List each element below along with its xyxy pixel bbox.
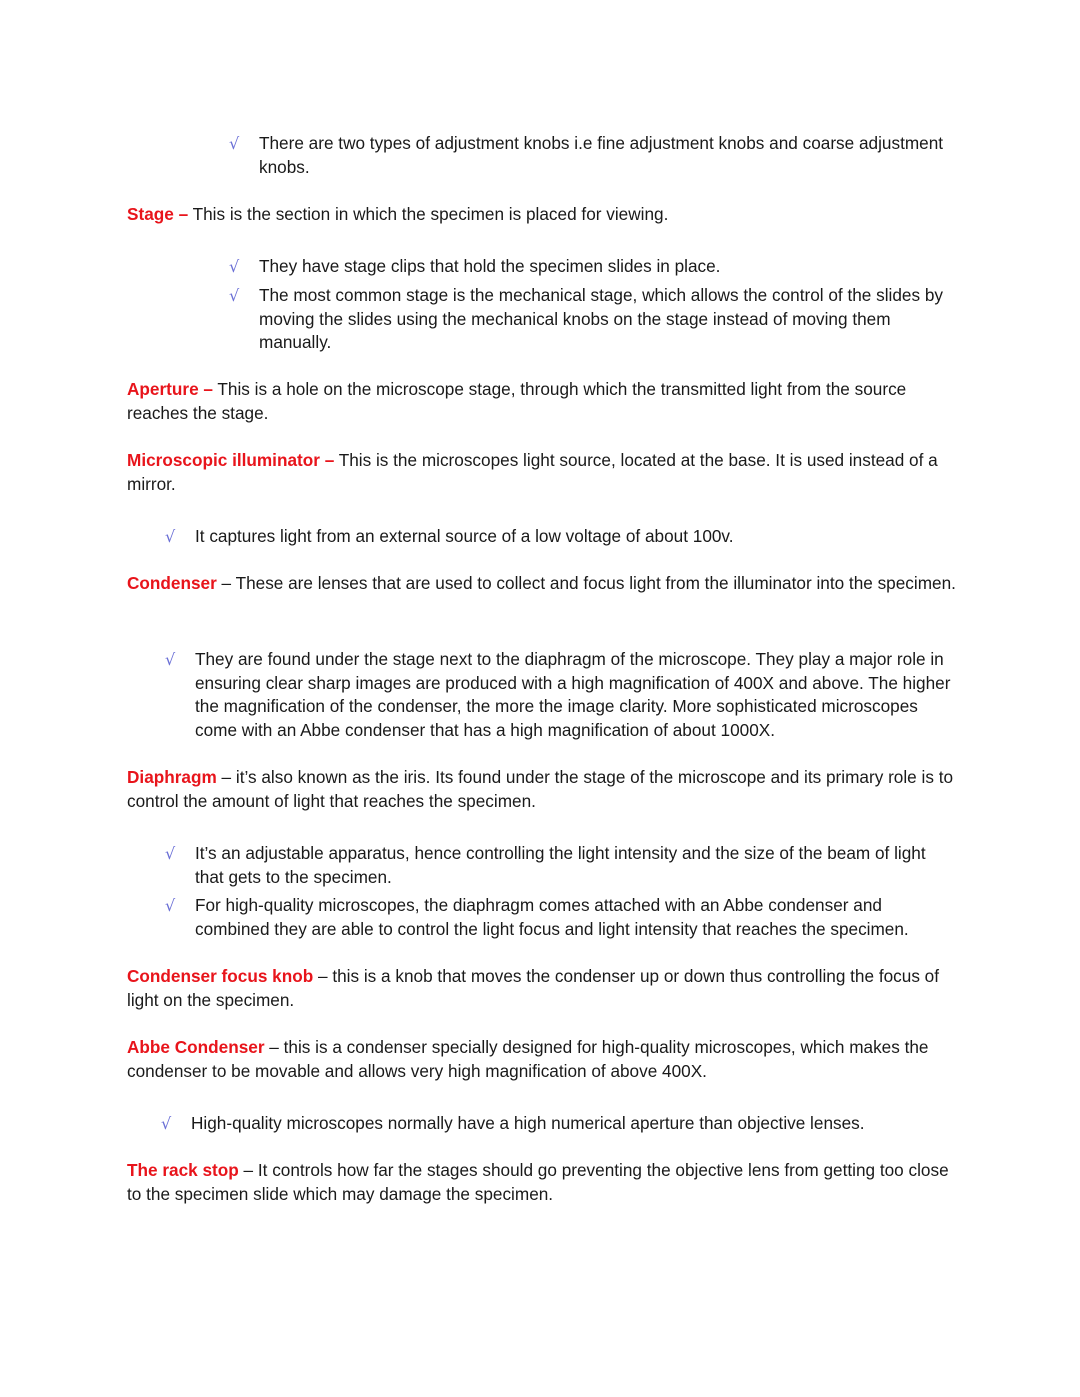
bullet-diaphragm-abbe [165,894,955,941]
check-icon: √ [229,286,240,305]
bullet-text: They have stage clips that hold the specimen slides in place. [259,256,721,276]
definition-diaphragm [127,766,957,813]
term-label: The rack stop [127,1160,239,1180]
definition-text: – this is a knob that moves the condenser up or down thus controlling the focus of light on the specimen. [127,966,940,1010]
definition-text: – this is a condenser specially designed for high-quality microscopes, which makes the condenser to be movable and allows very high magnification of above 400X. [127,1037,929,1081]
bullet-diaphragm-adjustable [165,842,955,889]
definition-illuminator [127,449,957,496]
term-label: Microscopic illuminator – [127,450,335,470]
term-label: Condenser focus knob [127,966,314,986]
term-label: Stage – [127,204,189,224]
term-label: Condenser [127,573,217,593]
term-label: Aperture – [127,379,213,399]
definition-aperture [127,378,957,425]
bullet-text: There are two types of adjustment knobs i.e fine adjustment knobs and coarse adjustment knobs. [259,133,944,177]
term-label: Abbe Condenser [127,1037,265,1057]
definition-condenser [127,572,957,596]
bullet-text: It captures light from an external source of a low voltage of about 100v. [195,526,734,546]
definition-text: – It controls how far the stages should go preventing the objective lens from getting too close to the specimen slide which may damage the specimen. [127,1160,949,1204]
definition-abbe-condenser [127,1036,957,1083]
definition-text: This is a hole on the microscope stage, through which the transmitted light from the source reaches the stage. [127,379,907,423]
definition-text: This is the section in which the specimen is placed for viewing. [188,204,669,224]
definition-stage [127,203,957,227]
bullet-knob-types [229,132,959,179]
bullet-illuminator-voltage [165,525,955,549]
definition-focus-knob [127,965,957,1012]
check-icon: √ [165,844,176,863]
bullet-text: The most common stage is the mechanical stage, which allows the control of the slides by moving the slides using the mechanical knobs on the stage instead of moving them manually. [259,285,944,353]
definition-rack-stop [127,1159,957,1206]
bullet-mechanical-stage [229,284,954,355]
bullet-text: They are found under the stage next to the diaphragm of the microscope. They play a major role in ensuring clear sharp images are produced with a high magnification of 400X and above. The higher the magnification of the condenser, the more the image clarity. More sophisticated microscopes come with an Abbe condenser that has a high magnification of about 1000X. [195,649,951,740]
check-icon: √ [161,1114,172,1133]
definition-text: – it’s also known as the iris. Its found under the stage of the microscope and its primary role is to control the amount of light that reaches the specimen. [127,767,954,811]
check-icon: √ [229,257,240,276]
term-label: Diaphragm [127,767,217,787]
check-icon: √ [165,527,176,546]
definition-text: – These are lenses that are used to collect and focus light from the illuminator into the specimen. [216,573,956,593]
bullet-text: High-quality microscopes normally have a high numerical aperture than objective lenses. [191,1113,865,1133]
bullet-numerical-aperture [161,1112,951,1136]
definition-text: This is the microscopes light source, located at the base. It is used instead of a mirror. [127,450,938,494]
bullet-stage-clips [229,255,959,279]
check-icon: √ [165,650,176,669]
bullet-text: It’s an adjustable apparatus, hence controlling the light intensity and the size of the beam of light that gets to the specimen. [195,843,926,887]
check-icon: √ [165,896,176,915]
bullet-text: For high-quality microscopes, the diaphragm comes attached with an Abbe condenser and combined they are able to control the light focus and light intensity that reaches the specimen. [195,895,909,939]
bullet-condenser-location [165,648,955,742]
check-icon: √ [229,134,240,153]
